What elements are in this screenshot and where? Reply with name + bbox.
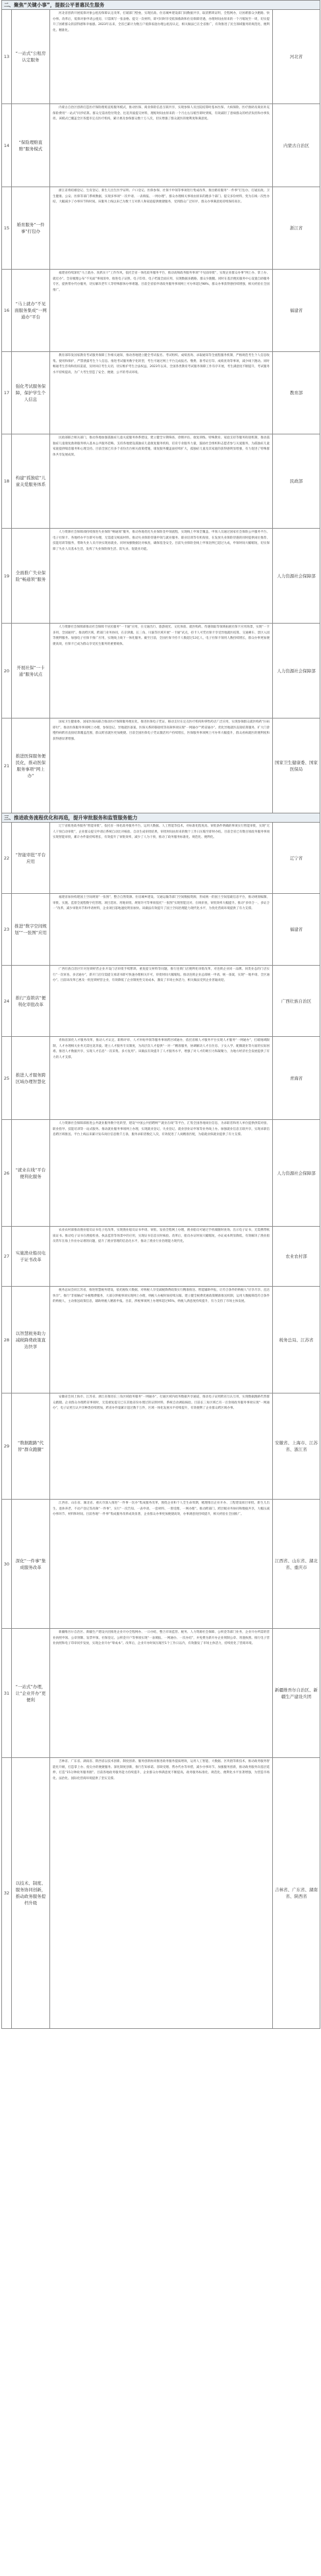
case-number: 27 xyxy=(2,1227,12,1287)
case-number: 20 xyxy=(2,624,12,718)
case-title: “就业在线”平台便利化服务 xyxy=(12,1120,50,1227)
case-description-text: 教育部印发国家教育考试服务保障工作相关通知，推动各地建立健全考试报名、考试组织、成绩查询、录取通知等全流程服务机制，严格规范考生个人信息收集、使用和保护，严禁泄露考生个人信息。推进考试服务数字化转型，考生可通过网上平台完成报名、缴费、准考证打印、成绩查询等事项，减少线下跑动。同时畅通考生咨询和投诉渠道，及时回应考生关切，切实维护考生合法权益。2023年以来，全国各类教育考试服务保障工作有序开展，考生满意度不断提升，考试服务水平持续提高，为广大考生营造了安全、便捷、公平的考试环境。 xyxy=(53,354,270,374)
case-number: 23 xyxy=(2,894,12,966)
case-description xyxy=(50,1629,273,1758)
section-header-row xyxy=(2,813,320,823)
table-row xyxy=(2,1629,320,1758)
case-title: 全面推广失业保险“畅通领”服务 xyxy=(12,529,50,624)
case-title: “一站式”公租房认定服务 xyxy=(12,10,50,104)
case-description xyxy=(50,529,273,624)
case-region: 税务总局、江苏省 xyxy=(273,1287,320,1393)
table-row xyxy=(2,529,320,624)
section-header-row xyxy=(2,1,320,10)
case-region: 广西壮族自治区 xyxy=(273,966,320,1037)
case-number: 19 xyxy=(2,529,12,624)
case-number: 17 xyxy=(2,352,12,434)
case-description xyxy=(50,1500,273,1629)
case-number: 31 xyxy=(2,1629,12,1758)
case-description xyxy=(50,718,273,813)
case-description xyxy=(50,104,273,187)
case-description xyxy=(50,187,273,270)
case-number: 18 xyxy=(2,434,12,529)
table-row xyxy=(2,823,320,894)
case-title: 实施渔业船员电子证书改革 xyxy=(12,1227,50,1287)
case-description-text: 青海省深化人才服务改革，推动人才认定、职称评审、人才补贴申领等服务事项跨区域通办，依托省级人才服务平台实现人才服务“一网通办”，打破地域限制，人才办理相关业务无需往返奔波。建立人才服务专员制度，为高层次人才提供“一对一”精准服务，协调解决人才在住房、子女入学、配偶就业等方面的实际困难。推进人才数据共享，实现人才信息“一次采集、多方复用”。该做法有效提升了人才服务水平，增强了对人才的吸引力和凝聚力，为地方经济社会发展提供了有力的人才支撑。 xyxy=(53,1039,270,1059)
case-number: 21 xyxy=(2,718,12,813)
table-row xyxy=(2,1500,320,1629)
case-title: 强化考试服务保障，保护学生个人信息 xyxy=(12,352,50,434)
case-description-text: 新疆维吾尔自治区、新疆生产建设兵团推进企业开办全程网办、一日办结，整合市场监管、税务、人力资源社会保障、公积金等部门业务，企业开办所需的营业执照申领、公章刻制、发票申领、社保登记、公积金开户等事项实现“一表填报、一网通办、一次办结”，并免费为新开办企业刻制公章、寄递执照。推行电子营业执照和电子印章同步发放，实现企业开办“零成本”。改革后，企业开办时间压缩至1个工作日以内，有效激发了市场主体活力，持续优化了营商环境。 xyxy=(53,1631,270,1646)
case-description-text: 人力资源社会保障部推动社会保障卡居民服务“一卡通”应用，在交通出行、旅游观光、文化体验、就医购药、待遇领取等领域拓展社保卡应用场景，实现“一卡多用、全国通用”。推动跨区域、跨部门业务协同，在京津冀、长三角、川渝等区域开展“一卡通”试点，持卡人可凭社保卡享受异地就医结算、交通乘车、景区入园等便利服务。加强电子社保卡推广应用，实现线上线下一体化服务。截至目前，全国社保卡持卡人数超过13亿人，电子社保卡领用人数持续增长，群众办事更加便捷高效，社保卡已成为群众享受民生服务的重要载体。 xyxy=(53,626,270,646)
case-title: 推进人才服务跨区域办理智慧化 xyxy=(12,1037,50,1120)
case-description-text: 农业农村部推动渔业船员证书电子化改革，实现渔业船员证书申请、审批、发放全程网上办理，渔业船员可通过手机端随时查询、出示电子证书，无需携带纸质证书。推动电子证书在渔船检查、执法监管等场景中的应用，实现证书信息实时核验。改革后，船员办证时间大幅缩短，办证成本明显降低，有效解决了渔业船员常年在海上作业办证难的问题，提升了渔业管理的信息化水平，推动了渔业行业治理能力现代化。 xyxy=(53,1229,270,1244)
table-row xyxy=(2,966,320,1037)
table-row xyxy=(2,104,320,187)
case-number: 26 xyxy=(2,1120,12,1227)
table-row xyxy=(2,187,320,270)
case-region: 民政部 xyxy=(273,434,320,529)
case-region: 国家卫生健康委、国家医保局 xyxy=(273,718,320,813)
case-title: 以智慧税务助力减税降费政策直达快享 xyxy=(12,1287,50,1393)
case-number: 30 xyxy=(2,1500,12,1629)
case-description xyxy=(50,823,273,894)
case-description-text: 民政部联合相关部门，推动各地加强孤独症儿童关爱服务体系建设，建立健全早期筛查、诊断评估、康复训练、特殊教育、家庭支持等服务衔接机制，推动孤独症儿童康复救助服务纳入基本公共服务范畴。支持各地建设孤独症儿童康复服务机构，培育专业服务力量，鼓励社会组织和志愿者参与关爱服务，为孤独症儿童家庭提供喘息服务和心理支持。目前全国已有多个省份出台相关政策措施，康复服务覆盖面持续扩大，孤独症儿童及其家庭的获得感明显增强，有力促进了特殊群体共享发展成果。 xyxy=(53,436,270,457)
table-row xyxy=(2,1393,320,1500)
case-region: 河北省 xyxy=(273,10,320,104)
case-description-text: 人力资源社会保障部持续推进失业保险“畅通领”服务，推动各地优化失业保险金申领流程，实现线上申领全覆盖，申领人员通过国家社会保险公共服务平台、电子社保卡、各地经办平台即可办理，无需提交纸质材料。推动失业保险待遇申领与就业服务、职业培训等有机衔接，在发放失业保险待遇的同时提供岗位推荐、技能培训等服务，帮助失业人员尽快实现再就业。同时加强数据比对核查，确保基金安全。目前失业保险金线上申领比例已超过九成，申领时间大幅缩短，切实保障了失业人员基本生活，发挥了失业保险保生活、防失业、促就业功能。 xyxy=(53,531,270,551)
case-number: 13 xyxy=(2,10,12,104)
table-row xyxy=(2,1287,320,1393)
case-title: 开展社保“一卡通”服务试点 xyxy=(12,624,50,718)
table-row xyxy=(2,1758,320,2029)
case-number: 32 xyxy=(2,1758,12,2029)
case-description-text: 河北省创新开展低保对象公租房保障认定改革，打破部门壁垒，实现民政、住房城乡建设部门间数据共享，取消繁琐证明，全程网办，让困难群众少跑路、快办事。改革后，低保对象申请公租房，只需填写一张表格、提交一次材料，即可同时享受低保救助和住房保障待遇，办理时间由原来的一个月缩短至一周，切实提升了困难群众的获得感和幸福感。2023年以来，全省已累计为数万户低保家庭办理公租房认定，相关做法已在全省推广，有效推进了民生领域服务的规范化、便利化、精准化。 xyxy=(53,12,270,32)
table-row xyxy=(2,624,320,718)
case-description xyxy=(50,1393,273,1500)
case-description xyxy=(50,894,273,966)
case-table xyxy=(1,0,320,2029)
case-number: 28 xyxy=(2,1287,12,1393)
table-row xyxy=(2,10,320,104)
case-region: 安徽省、上海市、江苏省、浙江省 xyxy=(273,1393,320,1500)
table-row xyxy=(2,1037,320,1120)
case-title: “保险理赔直赔”服务模式 xyxy=(12,104,50,187)
section-title: 二、聚焦“关键小事”，提振公平普惠民生服务 xyxy=(2,1,320,10)
case-title: “智能审批”平台应用 xyxy=(12,823,50,894)
case-description-text: 广西壮族自治区针对连锁经营企业开设门店审批手续繁琐、重复提交材料等问题，推行连锁门店便利化审批改革，对连锁企业同一品牌、同类业态的门店实行“一次审查、多店通办”，新开门店仅需提交承诺书即可快速办理相关许可，审批时间大幅缩短。推动连锁企业总部统一申请、统一备案，实现“一地申请、全区通办”。目前该改革已惠及一批连锁经营企业，有效降低了企业制度性交易成本，激发了市场主体活力，相关做法受到企业普遍欢迎。 xyxy=(53,968,270,983)
case-region: 农业农村部 xyxy=(273,1227,320,1287)
case-number: 25 xyxy=(2,1037,12,1120)
case-number: 15 xyxy=(2,187,12,270)
case-region: 新疆维吾尔自治区、新疆生产建设兵团 xyxy=(273,1629,320,1758)
table-row xyxy=(2,352,320,434)
case-description-text: 福建省持续深化“马上就办、真抓实干”工作作风，依托全省一体化政务服务平台，推动高频政务服务事项“不见面审批”，实现企业群众办事“网上办、掌上办、就近办”。全省梳理公布“不见面”事项清单，推进电子证照、电子印章、电子档案全面应用，实现数据多跑路、群众少跑腿。同时在基层便民服务中心设置自助服务专区，提供帮办代办服务，切实解决老年人等特殊群体办事难题。目前全省依申请政务服务事项网上可办率超过98%，群众办事获得感持续增强，相关经验在全国推广。 xyxy=(53,272,270,292)
section-title: 三、推进政务流程优化和再造，提升审批服务和监管服务能力 xyxy=(2,813,320,823)
case-description xyxy=(50,10,273,104)
case-region: 辽宁省 xyxy=(273,823,320,894)
table-row xyxy=(2,434,320,529)
case-number: 14 xyxy=(2,104,12,187)
case-description xyxy=(50,1287,273,1393)
case-title: 深化“一件事”集成服务改革 xyxy=(12,1500,50,1629)
case-title: “数据跑路”代替“群众跑腿” xyxy=(12,1393,50,1500)
case-region: 福建省 xyxy=(273,270,320,352)
case-description-text: 人力资源社会保障部推进公共就业服务数字化转型，建设“中国公共招聘网”“就业在线”等平台，汇集全国各地岗位信息，为求职者和用人单位提供供需对接、职业指导、技能培训等一站式服务。推动就业服务事项网上办理，实现就业登记、失业登记、就业创业证申领等业务线上办。加强就业信息互联共享，实现求职信息跨区域推送。平台上线以来累计发布岗位信息数千万条，服务求职者数亿人次，有效促进了人岗精准匹配，为稳就业保就业提供了有力支撑。 xyxy=(53,1122,270,1137)
case-title: “一站式”办理，让“企业开办”更便利 xyxy=(12,1629,50,1758)
case-description xyxy=(50,624,273,718)
case-title: 构建“孤独症”儿童关爱服务体系 xyxy=(12,434,50,529)
case-region: 浙江省 xyxy=(273,187,320,270)
case-description-text: 江西省、山东省、湖北省、重庆市深入推进“一件事一次办”集成服务改革，围绕企业和个人全生命周期，梳理推出企业开办、工程建设项目审批、新生儿出生、退休养老、不动产登记等高频“一件事”，实行“一次告知、一表申请、一套材料、一窗受理、一网办理”。推动跨部门、跨层级业务协同和数据共享，大幅压减办事环节、材料和时间。目前各地“一件事”集成服务改革成效显著，企业群众办事更加便捷高效，办事满意度持续提升，相关经验在全国推广。 xyxy=(53,1502,270,1517)
case-region: 吉林省、广东省、湖南省、陕西省 xyxy=(273,1758,320,2029)
case-description xyxy=(50,1120,273,1227)
case-description xyxy=(50,270,273,352)
case-description-text: 浙江省将结婚登记、生育登记、新生儿出生医学证明、户口登记、医保参保、社保卡申领等事项进行集成改革，推出婚育服务“一件事”打包办，打通民政、卫生健康、公安、医保等部门系统数据，实现多事项“一次申请、一表填报、一网办理”。群众办理相关事项由原来的跑多个部门、提交多份材料，变为在线一次性办结，大幅减少了办事环节和时间。该服务上线以来已为数十万对新人和家庭提供便捷服务，受到群众广泛好评，群众办事满意度持续保持高位。 xyxy=(53,189,270,204)
table-row xyxy=(2,1120,320,1227)
case-region: 福建省 xyxy=(273,894,320,966)
case-title: 婚育服务“一件事”打包办 xyxy=(12,187,50,270)
case-description-text: 内蒙古自治区创新打造医疗保险理赔直赔服务模式，推动医保、商业保险信息互联共享，实现参保人员出院结算时基本医保、大病保险、医疗救助及商业补充保险费用“一站式”同步结算。群众无需再垫付资金、往返奔波提交材料，理赔时间由原来的一个月左右压缩至即时到账，有效减轻了患病群众的经济负担和办事负担。该模式已覆盖全区各盟市定点医疗机构，累计惠及参保群众数十万人次，切实增强了群众就医的便利度和满意度。 xyxy=(53,106,270,121)
case-region: 人力资源社会保障部 xyxy=(273,624,320,718)
case-region: 人力资源社会保障部 xyxy=(273,1120,320,1227)
case-description xyxy=(50,1227,273,1287)
table-row xyxy=(2,718,320,813)
table-row xyxy=(2,1227,320,1287)
case-region: 人力资源社会保障部 xyxy=(273,529,320,624)
case-description-text: 安徽省会同上海市、江苏省、浙江省推进长三角区域政务服务“一网通办”，打通区域内政务数据共享通道，推动电子证照跨省互认互用，实现数据跑路代替群众跑腿。企业群众办理跨省事项时，无需重复提交已在其他省份办理过的证照材料，系统自动调取核验。目前长三角区域已有一百余项政务服务事项实现“一网通办”，电子证照互认共享种类持续增加，跨省办件量累计超过数千万件，区域一体化发展水平持续提升，有效便利了企业群众跨区域办事。 xyxy=(53,1395,270,1411)
table-row xyxy=(2,894,320,966)
case-title: 推进医保服务便民化，推动医保服务事项“网上办” xyxy=(12,718,50,813)
case-description xyxy=(50,352,273,434)
case-title: 推行“连锁店”便利化审批改革 xyxy=(12,966,50,1037)
case-description-text: 税务总局会同江苏省，推进智慧税务建设，依托税收大数据，对纳税人享受减税降费政策实行精准推送、智能辅助申报，让符合条件的纳税人“应享尽享、直达快享”。推行“非接触式”办税缴费服务，大部分涉税事项实现网上办理，纳税人办税时间持续压缩。建立健全税费优惠政策精准推送机制，运用大数据筛选符合条件的纳税人，主动推送政策信息，辅助纳税人精准申报。目前，涉税事项网上办理率超过95%，纳税人满意度持续提升，有力支持了市场主体发展。 xyxy=(53,1289,270,1304)
case-title: “马上就办”不见面服务集成“一网通办”平台 xyxy=(12,270,50,352)
case-description xyxy=(50,434,273,529)
case-description xyxy=(50,1758,273,2029)
case-region: 教育部 xyxy=(273,352,320,434)
case-region: 青海省 xyxy=(273,1037,320,1120)
case-number: 24 xyxy=(2,966,12,1037)
case-region: 江西省、山东省、湖北省、重庆市 xyxy=(273,1500,320,1629)
case-region: 内蒙古自治区 xyxy=(273,104,320,187)
case-description-text: 国家卫生健康委、国家医保局联合推动医疗保障服务便民化，推进医保电子凭证、移动支付在定点医疗机构和零售药店广泛应用，实现参保群众就医购药“扫码即付”。推动医保服务事项网上办理，参保登记、异地就医备案、医保关系转移接续等高频事项实现“一网通办”“跨省通办”。优化异地就医直接结算服务，扩大门诊慢特病跨省直接结算覆盖范围，群众跨省就医更加便捷。目前全国医保电子凭证激活用户持续增长，医保服务事项网上可办率大幅提升，群众看病就医的便利度和获得感显著增强。 xyxy=(53,720,270,741)
case-description-text: 辽宁省推进政务服务“智能审批”，依托省一体化政务服务平台，运用大数据、人工智能等技术，对标准化程度高、审批条件明确的事项实行智能审批，实现“无人干预自动审批”，企业群众提交申请后系统自动比对核验、自动生成审批结果，审批时间由原来的数个工作日压缩至即时办结。目前全省已有数百项政务服务事项实现智能审批，累计办件量持续增长，有效提升了审批效率，减少了人为干预，推动了政务服务标准化、规范化、便利化。 xyxy=(53,825,270,840)
table-row xyxy=(2,270,320,352)
case-number: 16 xyxy=(2,270,12,352)
case-title: 以技术、制度、服务协同创新，推动政务服务提档升级 xyxy=(12,1758,50,2029)
case-number: 29 xyxy=(2,1393,12,1500)
case-title: 推进“数字空间规划”“一张图”应用 xyxy=(12,894,50,966)
case-description-text: 福建省加快构建国土空间规划“一张图”，整合自然资源、住房城乡建设、交通运输等部门空间数据资源，形成统一的国土空间基础信息平台，推动规划编制、审批、实施、监督全流程数字化管理。项目选址、用地审批、规划许可等事项依托“一张图”实现智能比对、在线审查，审批效率大幅提升。推动“多审合一、多证合一”改革，减少审批环节和申请材料，企业项目落地速度明显加快。该做法有效提升了国土空间治理能力现代化水平，为优化营商环境提供了有力支撑。 xyxy=(53,896,270,911)
case-number: 22 xyxy=(2,823,12,894)
case-description-text: 吉林省、广东省、湖南省、陕西省以技术创新、制度创新、服务创新协同推进政务服务提质增效，运用人工智能、大数据、区块链等新技术，推动政务服务智能化升级，打造掌上办、指尖办的便捷服务。深化制度创新，推行告知承诺、容缺受理、帮办代办等举措，减少办事环节。加强服务创新，推动政务服务向基层延伸，打造“15分钟政务服务圈”。目前各地政务服务能力持续提升，企业群众办事满意度不断提高，政务服务标准化、规范化、便利化水平显著增强，为营造市场化、法治化、国际化营商环境提供了坚实支撑。 xyxy=(53,1760,270,1780)
case-description xyxy=(50,1037,273,1120)
case-description xyxy=(50,966,273,1037)
